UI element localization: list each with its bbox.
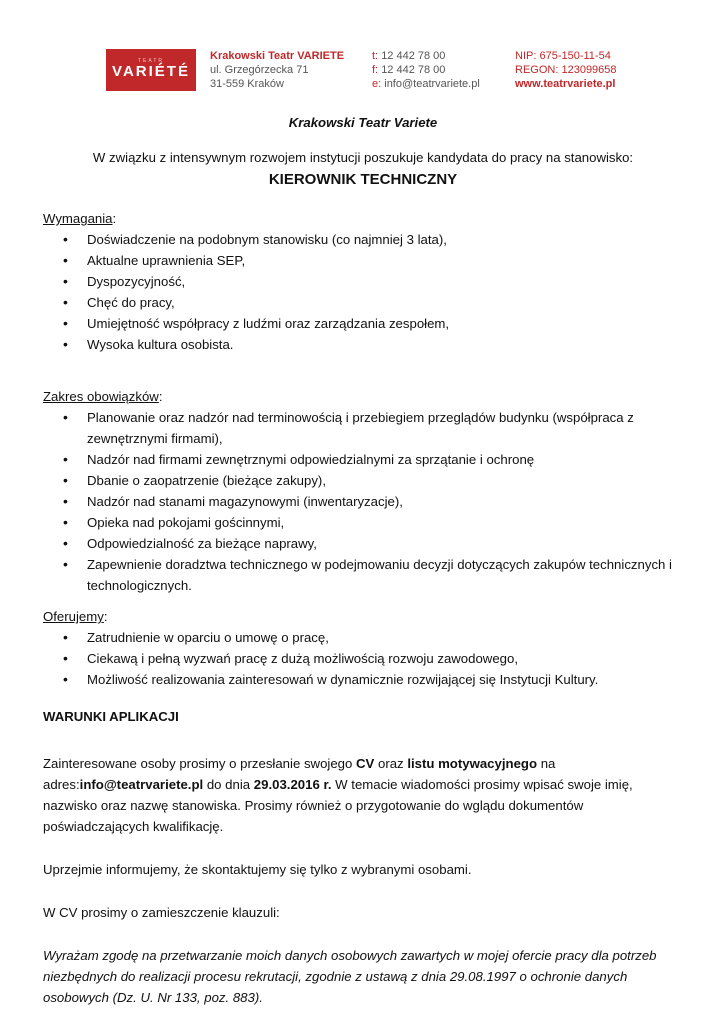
variete-logo xyxy=(106,49,196,91)
app-email-link[interactable]: info@teatrvariete.pl xyxy=(79,777,204,792)
list-item: • Ciekawą i pełną wyzwań pracę z dużą możliwością rozwoju zawodowego, xyxy=(87,648,683,669)
duties-section: Zakres obowiązków: • Planowanie oraz nadzór nad terminowością i przebiegiem przeglądów budynku (współpraca z zewnętrznymi firmami), • Nadzór nad firmami zewnętrznymi odpowiedzialnymi za sprzątanie i ochronę • Dbanie o zaopatrzenie (bieżące zakupy), • Nadzór nad stanami magazynowymi (inwentaryzacje), • Opieka nad pokojami gościnnymi, • Odpowiedzialność za bieżące naprawy, • Zapewnienie doradztwa technicznego w podejmowaniu decyzji dotyczących zakupów technicznych i technologicznych. xyxy=(43,386,683,596)
nip-label: NIP: xyxy=(515,50,537,62)
email-link[interactable]: info@teatrvariete.pl xyxy=(384,78,480,90)
app-deadline: 29.03.2016 r. xyxy=(253,777,332,792)
cv-note: W CV prosimy o zamieszczenie klauzuli: xyxy=(43,905,280,920)
list-item: • Opieka nad pokojami gościnnymi, xyxy=(87,512,683,533)
app-text-3: na adres: xyxy=(43,756,556,792)
requirements-section: Wymagania: • Doświadczenie na podobnym stanowisku (co najmniej 3 lata), • Aktualne uprawnienia SEP, • Dyspozycyjność, • Chęć do pracy, • Umiejętność współpracy z ludźmi oraz zarządzania zespołem, • Wysoka kultura osobista. xyxy=(43,208,683,355)
requirements-list xyxy=(43,229,683,355)
fax-value: 12 442 78 00 xyxy=(381,64,446,76)
address-block xyxy=(210,49,344,91)
offer-heading: Oferujemy xyxy=(43,609,104,624)
contact-note: Uprzejmie informujemy, że skontaktujemy się tylko z wybranymi osobami. xyxy=(43,862,472,877)
list-item: • Aktualne uprawnienia SEP, xyxy=(87,250,683,271)
list-item: • Zapewnienie doradztwa technicznego w podejmowaniu decyzji dotyczących zakupów technicznych i technologicznych. xyxy=(87,554,683,596)
regon-value: 123099658 xyxy=(561,64,617,76)
duties-list xyxy=(43,407,683,596)
tel-value: 12 442 78 00 xyxy=(381,50,446,62)
list-item: • Dbanie o zaopatrzenie (bieżące zakupy), xyxy=(87,470,683,491)
app-bold-letter: listu motywacyjnego xyxy=(407,756,538,771)
letterhead xyxy=(0,0,724,110)
list-item: • Umiejętność współpracy z ludźmi oraz zarządzania zespołem, xyxy=(87,313,683,334)
website-link[interactable]: www.teatrvariete.pl xyxy=(515,78,616,90)
list-item: • Nadzór nad stanami magazynowymi (inwentaryzacje), xyxy=(87,491,683,512)
app-text-2: oraz xyxy=(374,756,408,771)
app-text-5: W temacie wiadomości prosimy wpisać swoje imię, nazwisko oraz nazwę stanowiska. Prosimy również o przygotowanie do wglądu dokumentów poświadczających kwalifikację. xyxy=(43,777,633,834)
app-text-4: do dnia xyxy=(203,777,254,792)
regon-label: REGON: xyxy=(515,64,559,76)
tel-label: t: xyxy=(372,50,379,62)
street: ul. Grzegórzecka 71 xyxy=(210,64,309,76)
list-item: • Odpowiedzialność za bieżące naprawy, xyxy=(87,533,683,554)
email-label: e: xyxy=(372,78,382,90)
company-title: Krakowski Teatr Variete xyxy=(288,115,438,130)
app-bold-cv: CV xyxy=(356,756,375,771)
requirements-heading: Wymagania xyxy=(43,211,113,226)
consent-clause: Wyrażam zgodę na przetwarzanie moich danych osobowych zawartych w mojej ofercie pracy dla potrzeb niezbędnych do realizacji procesu rekrutacji, zgodnie z ustawą z dnia 29.08.1997 o ochronie danych osobowych (Dz. U. Nr 133, poz. 883). xyxy=(43,948,657,1005)
offer-section: Oferujemy: • Zatrudnienie w oparciu o umowę o pracę, • Ciekawą i pełną wyzwań pracę z dużą możliwością rozwoju zawodowego, • Możliwość realizowania zainteresowań w dynamicznie rozwijającej się Instytucji Kultury. xyxy=(43,606,683,690)
document-body xyxy=(43,112,683,1008)
contact-block xyxy=(372,49,480,91)
list-item: • Doświadczenie na podobnym stanowisku (co najmniej 3 lata), xyxy=(87,229,683,250)
conditions-heading: WARUNKI APLIKACJI xyxy=(43,709,179,724)
position-title: KIEROWNIK TECHNICZNY xyxy=(268,171,458,188)
list-item: • Możliwość realizowania zainteresowań w dynamicznie rozwijającej się Instytucji Kultury. xyxy=(87,669,683,690)
duties-heading: Zakres obowiązków xyxy=(43,389,159,404)
list-item: • Chęć do pracy, xyxy=(87,292,683,313)
theatre-name: Krakowski Teatr VARIETE xyxy=(210,50,345,62)
app-text-1: Zainteresowane osoby prosimy o przesłanie swojego xyxy=(43,756,356,771)
intro-text: W związku z intensywnym rozwojem instytucji poszukuje kandydata do pracy na stanowisko: xyxy=(92,150,634,165)
nip-value: 675-150-11-54 xyxy=(539,50,611,62)
ids-block xyxy=(515,49,617,91)
logo-small-text: TEATR xyxy=(137,58,165,64)
logo-big-text: VARIÉTÉ xyxy=(112,63,190,80)
list-item: • Zatrudnienie w oparciu o umowę o pracę, xyxy=(87,627,683,648)
city: 31-559 Kraków xyxy=(210,78,284,90)
list-item: • Planowanie oraz nadzór nad terminowością i przebiegiem przeglądów budynku (współpraca z zewnętrznymi firmami), xyxy=(87,407,683,449)
fax-label: f: xyxy=(372,64,379,76)
list-item: • Wysoka kultura osobista. xyxy=(87,334,683,355)
list-item: • Nadzór nad firmami zewnętrznymi odpowiedzialnymi za sprzątanie i ochronę xyxy=(87,449,683,470)
list-item: • Dyspozycyjność, xyxy=(87,271,683,292)
offer-list xyxy=(43,627,683,690)
application-paragraph xyxy=(43,753,683,837)
